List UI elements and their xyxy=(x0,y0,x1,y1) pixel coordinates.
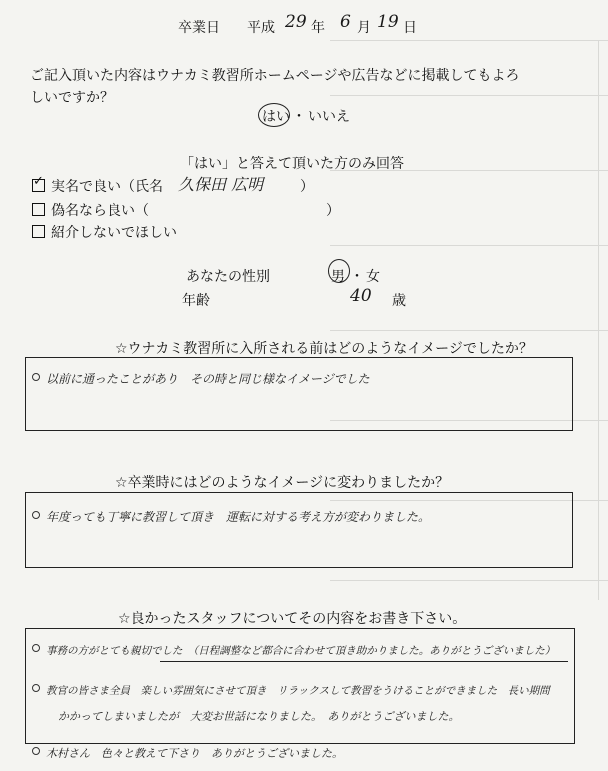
age-label: 年齢 xyxy=(182,293,210,309)
month-value: 6 xyxy=(340,12,351,32)
q3-answer-line xyxy=(32,683,550,698)
yes-section-heading: 「はい」と答えて頂いた方のみ回答 xyxy=(180,156,404,172)
day-value: 19 xyxy=(377,12,399,32)
consent-question-line1: ご記入頂いた内容はウナカミ教習所ホームページや広告などに掲載してもよろ xyxy=(30,68,520,84)
q1-title: ☆ウナカミ教習所に入所される前はどのようなイメージでしたか？ xyxy=(115,341,533,357)
check-mark-icon: ✓ xyxy=(33,174,44,189)
bleed-line xyxy=(330,580,608,581)
bullet-icon xyxy=(32,684,40,692)
option-pseudonym[interactable] xyxy=(32,200,149,220)
option-real-name-label: 実名で良い（氏名 xyxy=(51,179,163,195)
bullet-icon xyxy=(32,644,40,652)
era-label: 平成 xyxy=(247,20,275,36)
q3-title: ☆良かったスタッフについてその内容をお書き下さい。 xyxy=(118,611,467,627)
q1-answer-text: 以前に通ったことがあり その時と同じ様なイメージでした xyxy=(46,372,370,386)
bullet-icon xyxy=(32,373,40,381)
checkbox-real-name[interactable] xyxy=(32,174,45,192)
bleed-line xyxy=(330,330,608,331)
selected-yes-circle xyxy=(258,103,290,127)
q3-answer-text-3: かかってしまいましたが 大変お世話になりました。 ありがとうございました。 xyxy=(58,710,460,723)
consent-no-option[interactable]: いいえ xyxy=(308,109,350,125)
option-no-intro[interactable] xyxy=(32,222,177,242)
option-real-name[interactable] xyxy=(32,176,163,196)
gender-male-option[interactable]: 男 xyxy=(331,269,345,285)
handwritten-underline xyxy=(160,661,568,662)
age-unit: 歳 xyxy=(392,293,406,309)
bleed-line xyxy=(598,40,599,600)
q1-answer-line xyxy=(32,370,370,387)
year-value: 29 xyxy=(285,12,307,32)
bullet-icon xyxy=(32,747,40,755)
q3-answer-text-4: 木村さん 色々と教えて下さり ありがとうございました。 xyxy=(46,747,343,760)
consent-yes-option[interactable]: はい xyxy=(262,109,290,125)
option-pseudonym-close: ） xyxy=(326,203,340,219)
age-value: 40 xyxy=(350,286,372,306)
bleed-line xyxy=(330,40,608,41)
q3-answer-text-2: 教官の皆さま全員 楽しい雰囲気にさせて頂き リラックスして教習をうけることができました 長い期間 xyxy=(46,685,550,697)
checkbox-pseudonym[interactable] xyxy=(32,203,45,216)
q2-title: ☆卒業時にはどのようなイメージに変わりましたか？ xyxy=(115,475,450,491)
q2-answer-text: 年度っても丁寧に教習して頂き 運転に対する考え方が変わりました。 xyxy=(46,510,431,524)
q2-answer-box xyxy=(25,492,573,568)
q3-answer-line xyxy=(32,643,555,658)
consent-separator: ・ xyxy=(292,109,306,125)
option-no-intro-label: 紹介しないでほしい xyxy=(51,225,177,241)
option-pseudonym-label: 偽名なら良い（ xyxy=(51,203,149,219)
graduation-date-label: 卒業日 xyxy=(178,20,220,36)
year-unit: 年 xyxy=(311,20,325,36)
q3-answer-line xyxy=(32,745,343,761)
gender-female-option[interactable]: 女 xyxy=(366,269,380,285)
bleed-line xyxy=(330,95,608,96)
day-unit: 日 xyxy=(403,20,417,36)
q2-answer-line xyxy=(32,508,430,525)
month-unit: 月 xyxy=(357,20,371,36)
real-name-value: 久保田 広明 xyxy=(178,175,264,194)
gender-separator: ・ xyxy=(350,269,364,285)
consent-question-line2: しいですか？ xyxy=(30,90,114,106)
bullet-icon xyxy=(32,511,40,519)
checkbox-no-intro[interactable] xyxy=(32,225,45,238)
bleed-line xyxy=(330,245,608,246)
selected-male-circle xyxy=(328,259,350,283)
q1-answer-box xyxy=(25,357,573,431)
q3-answer-text-1: 事務の方がとても親切でした （日程調整など都合に合わせて頂き助かりました。ありがとうございました） xyxy=(46,645,556,657)
option-real-name-close: ） xyxy=(300,179,314,195)
gender-label: あなたの性別 xyxy=(186,269,270,285)
